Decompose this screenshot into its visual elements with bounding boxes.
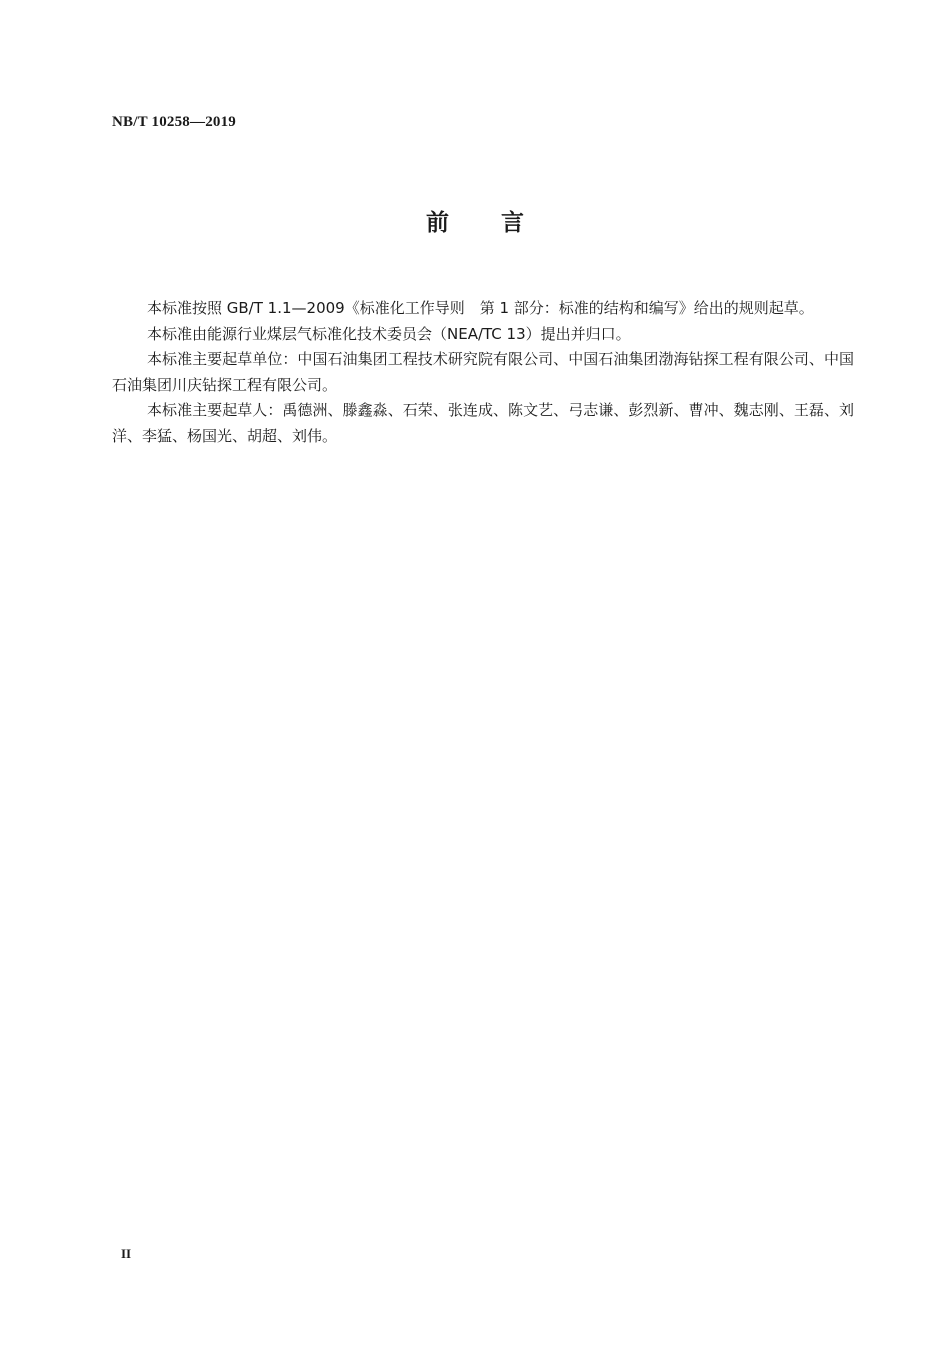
paragraph-drafting-units: 本标准主要起草单位：中国石油集团工程技术研究院有限公司、中国石油集团渤海钻探工程有限公司、中国石油集团川庆钻探工程有限公司。 (112, 350, 854, 394)
paragraph-drafters: 本标准主要起草人：禹德洲、滕鑫淼、石荣、张连成、陈文艺、弓志谦、彭烈新、曹冲、魏志刚、王磊、刘洋、李猛、杨国光、胡超、刘伟。 (112, 401, 854, 445)
page-title (0, 204, 950, 237)
paragraph-drafting-rules: 本标准按照 GB/T 1.1—2009《标准化工作导则 第 1 部分：标准的结构和编写》给出的规则起草。 (147, 299, 814, 317)
title-char-2: 言 (501, 210, 524, 236)
title-char-1: 前 (426, 210, 449, 236)
standard-code: NB/T 10258—2019 (112, 114, 236, 130)
preface-body (112, 296, 854, 449)
paragraph-proposer: 本标准由能源行业煤层气标准化技术委员会（NEA/TC 13）提出并归口。 (147, 324, 631, 343)
page-number: II (121, 1246, 132, 1261)
